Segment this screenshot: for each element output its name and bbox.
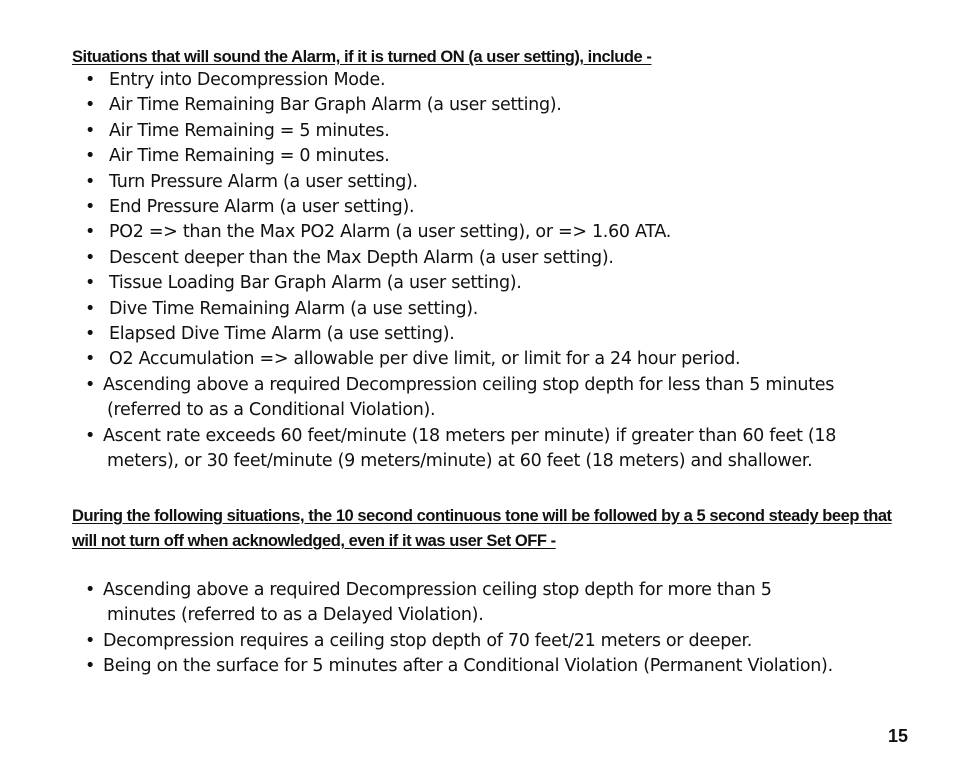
bullet: • — [85, 374, 96, 395]
list-item: • PO2 => than the Max PO2 Alarm (a user setting), or => 1.60 ATA. — [0, 220, 954, 245]
bullet: • — [85, 273, 96, 294]
list-item: • Being on the surface for 5 minutes after a Conditional Violation (Permanent Violation). — [0, 654, 903, 679]
bullet: • — [85, 120, 96, 141]
bullet: • — [85, 630, 96, 651]
list-item: • Air Time Remaining = 0 minutes. — [0, 144, 954, 169]
list-item: • O2 Accumulation => allowable per dive limit, or limit for a 24 hour period. — [0, 347, 954, 372]
alarm-situations-list — [0, 68, 954, 475]
bullet: • — [85, 247, 96, 268]
list-item: • Entry into Decompression Mode. — [0, 68, 954, 93]
list-item: • Elapsed Dive Time Alarm (a use setting). — [0, 322, 954, 347]
bullet: • — [85, 146, 96, 167]
page-number: 15 — [887, 726, 908, 746]
bullet: • — [85, 95, 96, 116]
section-heading-continuous-tone: During the following situations, the 10 second continuous tone will be followed by a 5 second steady beep that will not turn off when acknowledged, even if it was user Set OFF - — [72, 507, 892, 550]
bullet: • — [85, 298, 96, 319]
bullet: • — [85, 580, 96, 600]
bullet: • — [85, 197, 96, 218]
list-item: • Air Time Remaining = 5 minutes. — [0, 119, 954, 144]
list-item: • Decompression requires a ceiling stop depth of 70 feet/21 meters or deeper. — [0, 629, 903, 654]
bullet: • — [85, 656, 96, 677]
bullet: • — [85, 222, 96, 243]
section-heading-alarm-situations: Situations that will sound the Alarm, if it is turned ON (a user setting), include - — [72, 48, 652, 66]
list-item: • End Pressure Alarm (a user setting). — [0, 195, 954, 220]
bullet: • — [85, 324, 96, 345]
list-item: • Tissue Loading Bar Graph Alarm (a user setting). — [0, 271, 954, 296]
list-item: • Turn Pressure Alarm (a user setting). — [0, 170, 954, 195]
bullet: • — [85, 349, 96, 370]
bullet: • — [85, 70, 96, 90]
list-item: • Descent deeper than the Max Depth Alarm (a user setting). — [0, 246, 954, 271]
list-item: • Ascent rate exceeds 60 feet/minute (18 meters per minute) if greater than 60 feet (18 meters), or 30 feet/minute (9 meters/minute) at 60 feet (18 meters) and shallower. — [85, 425, 837, 472]
list-item: • Air Time Remaining Bar Graph Alarm (a user setting). — [0, 93, 954, 118]
continuous-tone-list — [0, 578, 954, 680]
list-item: • Ascending above a required Decompression ceiling stop depth for less than 5 minutes (referred to as a Conditional Violation). — [85, 374, 835, 421]
bullet: • — [85, 425, 96, 446]
list-item: • Dive Time Remaining Alarm (a use setting). — [0, 297, 954, 322]
bullet: • — [85, 171, 96, 192]
list-item: • Ascending above a required Decompression ceiling stop depth for more than 5 minutes (referred to as a Delayed Violation). — [85, 580, 772, 626]
